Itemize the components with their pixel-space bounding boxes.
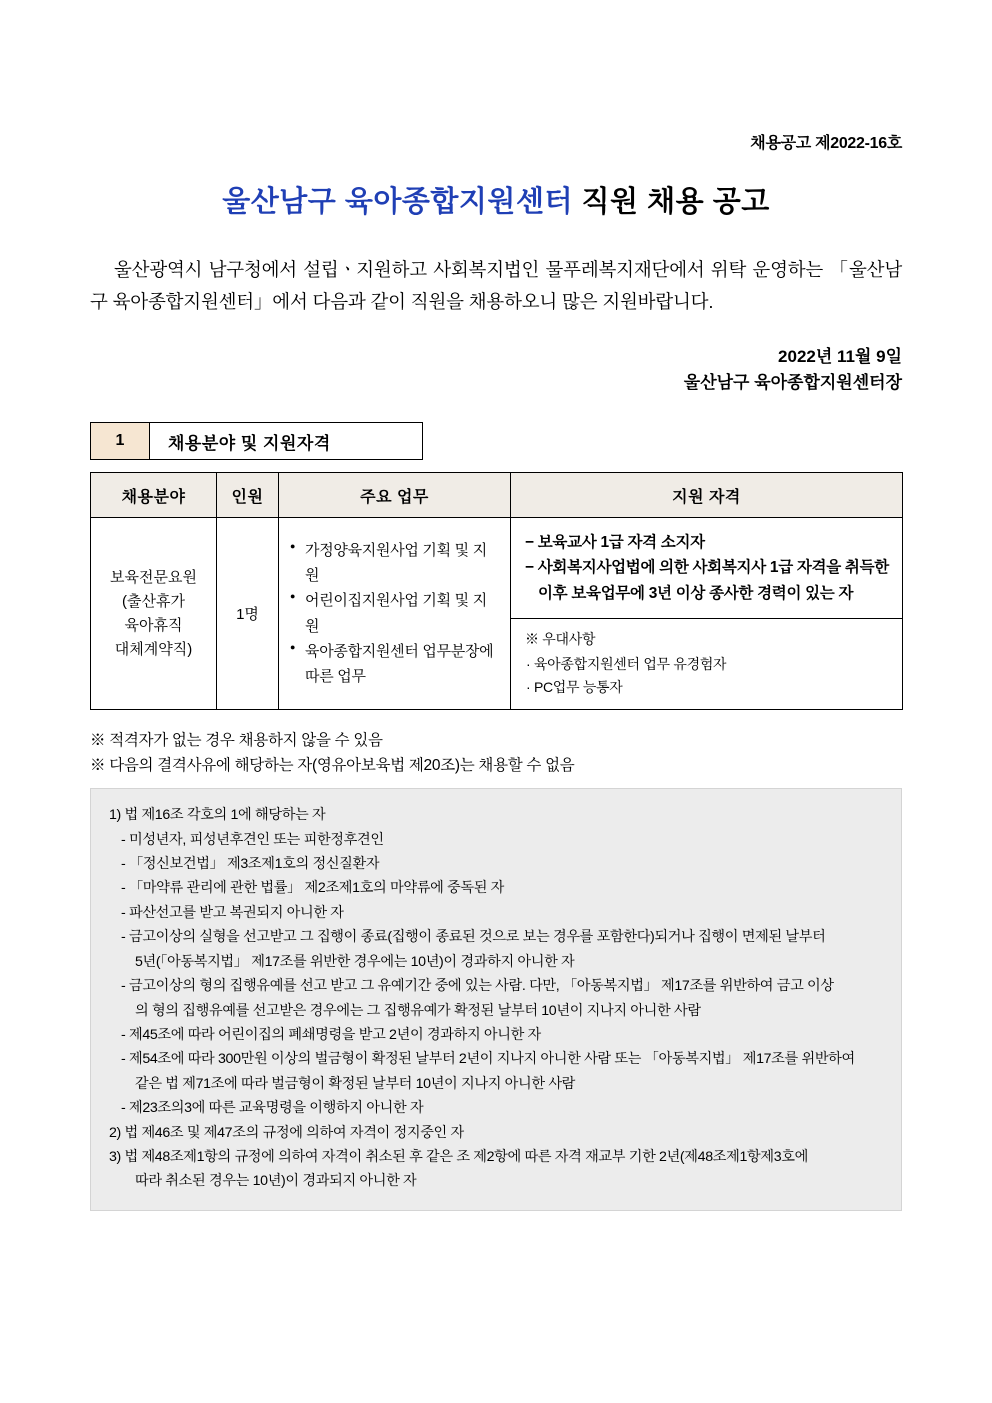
list-item: − 사회복지사업법에 의한 사회복지사 1급 자격을 취득한 이후 보육업무에 3년 이상 종사한 경력이 있는 자 xyxy=(525,559,889,602)
list-item: - 제45조에 따라 어린이집의 폐쇄명령을 받고 2년이 경과하지 아니한 자 xyxy=(121,1026,541,1043)
preference-title: ※ 우대사항 xyxy=(525,630,596,647)
document-content xyxy=(90,130,902,1211)
document-number: 채용공고 제2022-16호 xyxy=(750,135,902,152)
cell-duty xyxy=(279,518,511,710)
list-item: - 금고이상의 형의 집행유예를 선고 받고 그 유예기간 중에 있는 사람. 다만, 「아동복지법」 제17조를 위반하여 금고 이상 xyxy=(121,978,834,995)
list-item: - 「마약류 관리에 관한 법률」 제2조제1호의 마약류에 중독된 자 xyxy=(121,880,505,897)
column-header-qualification: 지원 자격 xyxy=(511,473,903,518)
field-line-2: (출산휴가 xyxy=(122,592,185,610)
issuer-name: 울산남구 육아종합지원센터장 xyxy=(683,372,902,392)
section-title: 채용분야 및 지원자격 xyxy=(150,422,423,460)
list-item: ● 가정양육지원사업 기획 및 지원 xyxy=(303,538,500,588)
list-item: - 미성년자, 피성년후견인 또는 피한정후견인 xyxy=(121,831,384,848)
list-item: · 육아종합지원센터 업무 유경험자 xyxy=(526,655,727,672)
cell-field xyxy=(91,518,217,710)
recruitment-table xyxy=(90,472,903,710)
duty-list xyxy=(285,538,500,689)
list-item: - 「정신보건법」 제3조제1호의 정신질환자 xyxy=(121,855,380,872)
title-organization: 울산남구 육아종합지원센터 xyxy=(222,186,573,218)
list-item: · PC업무 능통자 xyxy=(526,678,623,695)
list-item-continuation: 의 형의 집행유예를 선고받은 경우에는 그 집행유예가 확정된 날부터 10년이 지나지 아니한 사람 xyxy=(135,1002,701,1019)
list-item: 3) 법 제48조제1항의 규정에 의하여 자격이 취소된 후 같은 조 제2항에 따른 자격 재교부 기한 2년(제48조제1항제3호에 xyxy=(109,1149,808,1166)
section-header xyxy=(90,422,902,460)
page-title xyxy=(90,179,902,220)
table-row xyxy=(91,518,903,710)
section-number: 1 xyxy=(90,422,150,460)
list-item: - 금고이상의 실형을 선고받고 그 집행이 종료(집행이 종료된 것으로 보는 경우를 포함한다)되거나 집행이 면제된 날부터 xyxy=(121,929,826,946)
column-header-field: 채용분야 xyxy=(91,473,217,518)
announcement-date: 2022년 11월 9일 xyxy=(778,346,902,366)
note-item: ※ 적격자가 없는 경우 채용하지 않을 수 있음 xyxy=(90,731,383,749)
column-header-duty: 주요 업무 xyxy=(279,473,511,518)
field-line-3: 육아휴직 xyxy=(124,616,183,634)
notes-block xyxy=(90,728,902,778)
qualification-requirements xyxy=(511,518,902,617)
cell-count: 1명 xyxy=(217,518,279,710)
list-item-continuation: 5년(「아동복지법」 제17조를 위반한 경우에는 10년)이 경과하지 아니한 자 xyxy=(135,953,575,970)
intro-paragraph: 울산광역시 남구청에서 설립ㆍ지원하고 사회복지법인 물푸레복지재단에서 위탁 운영하는 「울산남구 육아종합지원센터」에서 다음과 같이 직원을 채용하오니 많은 지원바랍니다. xyxy=(90,259,902,312)
field-line-4: 대체계약직) xyxy=(114,640,193,658)
list-item-continuation: 같은 법 제71조에 따라 벌금형이 확정된 날부터 10년이 지나지 아니한 사람 xyxy=(135,1075,576,1092)
list-item: ● 육아종합지원센터 업무분장에 따른 업무 xyxy=(303,639,500,689)
list-item: 1) 법 제16조 각호의 1에 해당하는 자 xyxy=(109,807,326,824)
signature-block xyxy=(90,344,902,397)
table-header-row xyxy=(91,473,903,518)
disqualification-box xyxy=(90,788,902,1211)
list-item-continuation: 따라 취소된 경우는 10년)이 경과되지 아니한 자 xyxy=(135,1173,417,1190)
list-item: − 보육교사 1급 자격 소지자 xyxy=(525,534,705,552)
column-header-count: 인원 xyxy=(217,473,279,518)
list-item: - 제23조의3에 따른 교육명령을 이행하지 아니한 자 xyxy=(121,1100,424,1117)
list-item: - 파산선고를 받고 복권되지 아니한 자 xyxy=(121,904,344,921)
field-line-1: 보육전문요원 xyxy=(110,568,197,586)
list-item: 2) 법 제46조 및 제47조의 규정에 의하여 자격이 정지중인 자 xyxy=(109,1124,464,1141)
list-item: ● 어린이집지원사업 기획 및 지원 xyxy=(303,588,500,638)
cell-qualification xyxy=(511,518,903,710)
title-subject: 직원 채용 공고 xyxy=(581,186,770,218)
note-item: ※ 다음의 결격사유에 해당하는 자(영유아보육법 제20조)는 채용할 수 없음 xyxy=(90,757,575,775)
preference-section xyxy=(511,619,902,709)
list-item: - 제54조에 따라 300만원 이상의 벌금형이 확정된 날부터 2년이 지나지 아니한 사람 또는 「아동복지법」 제17조를 위반하여 xyxy=(121,1051,855,1068)
